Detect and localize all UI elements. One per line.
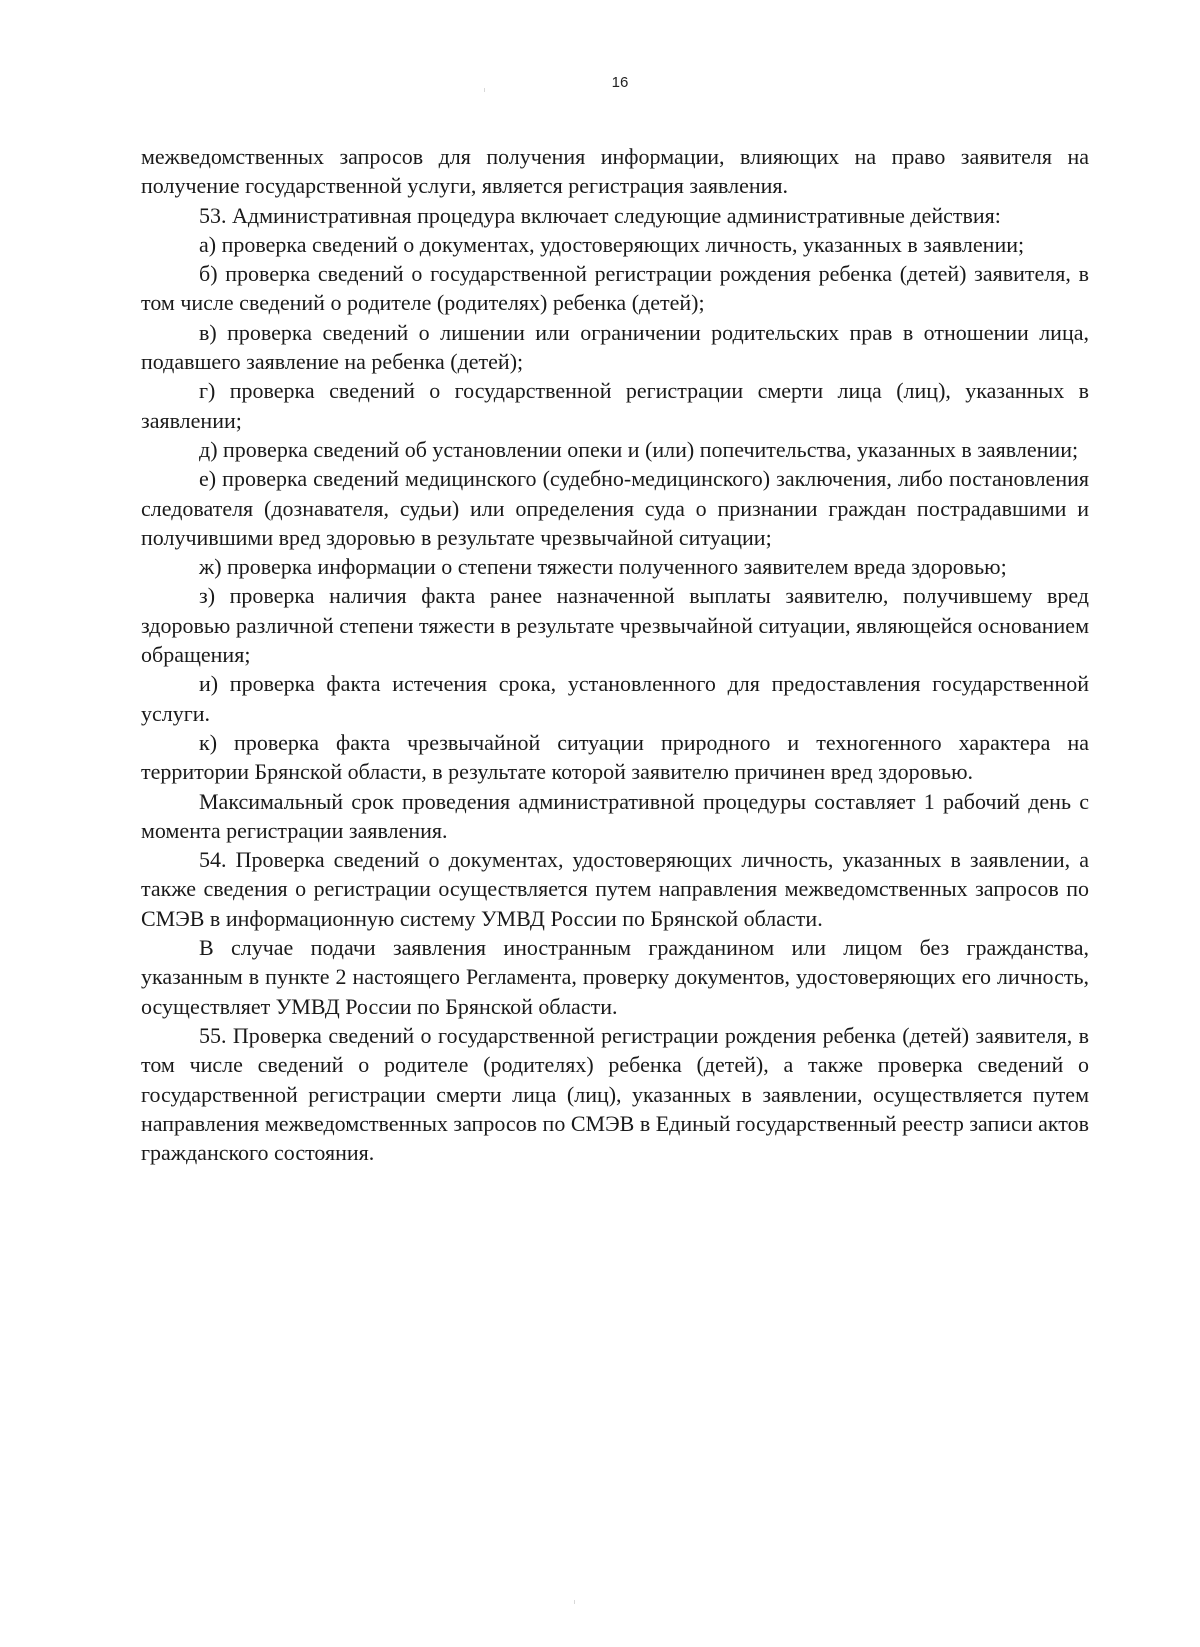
list-item-zh: ж) проверка информации о степени тяжести полученного заявителем вреда здоровью; [199, 554, 1007, 580]
list-item-g: г) проверка сведений о государственной регистрации смерти лица (лиц), указанных в заявлении; [141, 378, 1089, 433]
page-number: 16 [611, 74, 629, 91]
paragraph-53: 53. Административная процедура включает следующие административные действия: [199, 202, 1001, 228]
paragraph-intro-continuation: межведомственных запросов для получения информации, влияющих на право заявителя на получение государственной услуги, является регистрация заявления. [141, 144, 1089, 199]
list-item-a: а) проверка сведений о документах, удостоверяющих личность, указанных в заявлении; [199, 231, 1025, 257]
document-body [141, 142, 1089, 1167]
paragraph-54: 54. Проверка сведений о документах, удостоверяющих личность, указанных в заявлении, а также сведения о регистрации осуществляется путем направления межведомственных запросов по СМЭВ в информационную систему УМВД России по Брянской области. [141, 847, 1089, 931]
list-item-k: к) проверка факта чрезвычайной ситуации природного и техногенного характера на территории Брянской области, в результате которой заявителю причинен вред здоровью. [141, 729, 1089, 785]
scan-artifact-bottom [574, 1600, 575, 1604]
scan-artifact-top [484, 88, 485, 92]
list-item-v: в) проверка сведений о лишении или ограничении родительских прав в отношении лица, подавшего заявление на ребенка (детей); [141, 319, 1089, 375]
list-item-e: е) проверка сведений медицинского (судебно-медицинского) заключения, либо постановления следователя (дознавателя, судьи) или определения суда о признании граждан пострадавшими и получившими вред здоровью в результате чрезвычайной ситуации; [141, 466, 1089, 550]
list-item-d: д) проверка сведений об установлении опеки и (или) попечительства, указанных в заявлении; [199, 436, 1079, 462]
list-item-z: з) проверка наличия факта ранее назначенной выплаты заявителю, получившему вред здоровью различной степени тяжести в результате чрезвычайной ситуации, являющейся основанием обращения; [141, 583, 1089, 668]
paragraph-55: 55. Проверка сведений о государственной регистрации рождения ребенка (детей) заявителя, в том числе сведений о родителе (родителях) ребенка (детей), а также проверка сведений о государственной регистрации смерти лица (лиц), указанных в заявлении, осуществляется путем направления межведомственных запросов по СМЭВ в Единый государственный реестр записи актов гражданского состояния. [141, 1022, 1089, 1166]
list-item-b: б) проверка сведений о государственной регистрации рождения ребенка (детей) заявителя, в том числе сведений о родителе (родителях) ребенка (детей); [141, 261, 1089, 316]
list-item-i: и) проверка факта истечения срока, установленного для предоставления государственной услуги. [141, 671, 1089, 726]
paragraph-max-term: Максимальный срок проведения административной процедуры составляет 1 рабочий день с момента регистрации заявления. [141, 788, 1089, 843]
paragraph-foreign-citizen: В случае подачи заявления иностранным гражданином или лицом без гражданства, указанным в пункте 2 настоящего Регламента, проверку документов, удостоверяющих его личность, осуществляет УМВД России по Брянской области. [141, 935, 1089, 1019]
